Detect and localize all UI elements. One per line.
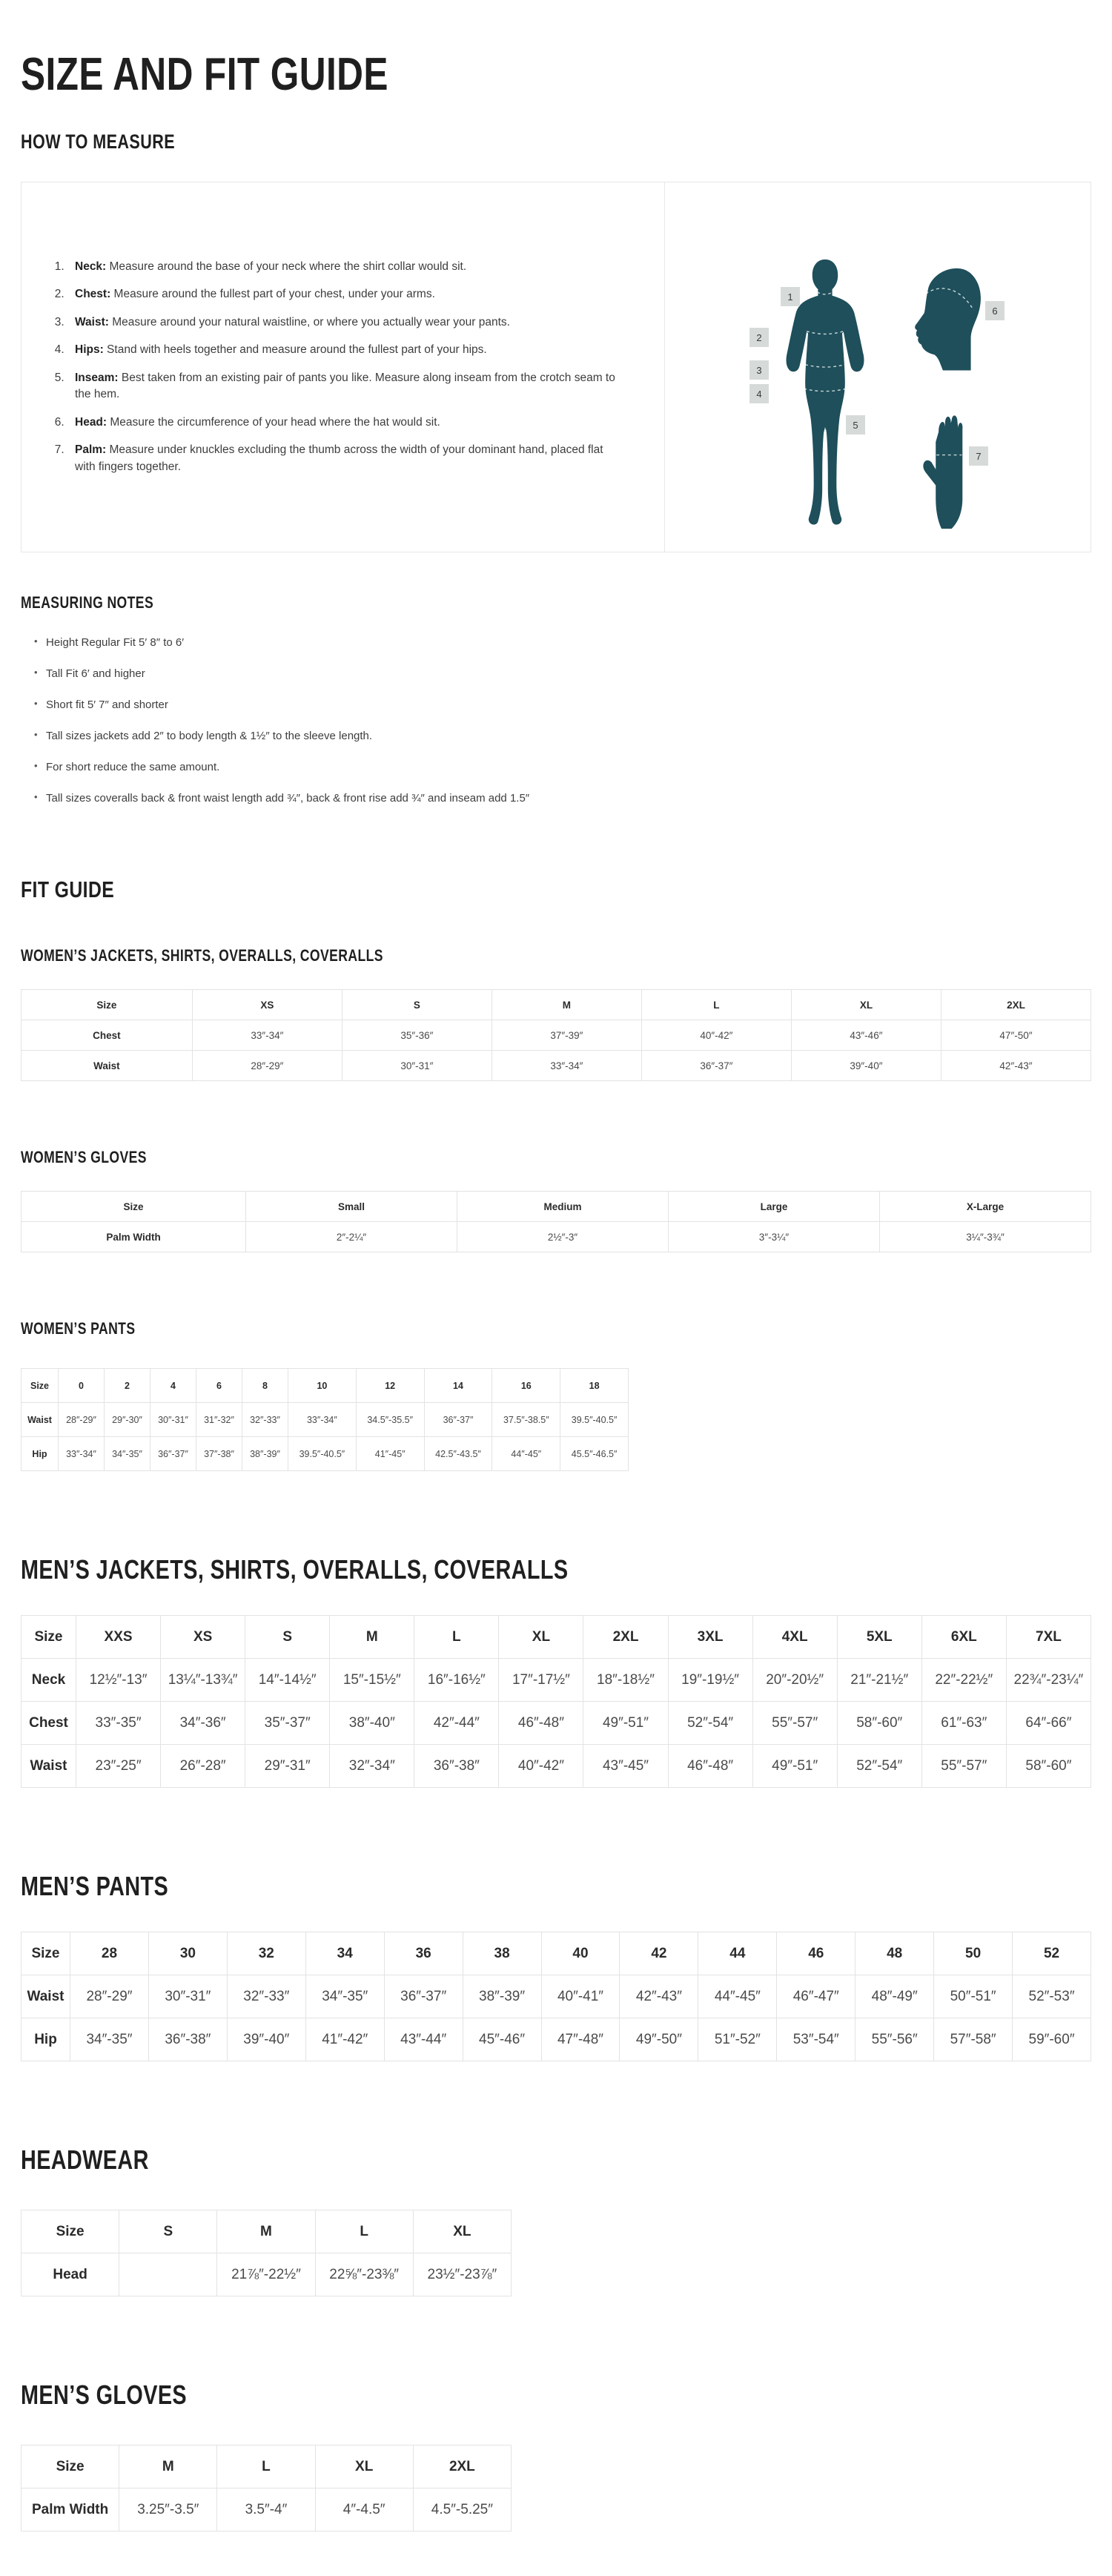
table-cell: 36″-37″: [424, 1403, 492, 1437]
column-header: 2XL: [941, 990, 1091, 1020]
column-header: 2XL: [583, 1616, 668, 1659]
table-cell: 32″-33″: [227, 1975, 305, 2018]
table-row: [21, 1403, 629, 1437]
table-cell: 39″-40″: [227, 2018, 305, 2061]
column-header: 42: [620, 1932, 698, 1975]
table-cell: 46″-48″: [499, 1702, 583, 1745]
column-header: Size: [21, 990, 193, 1020]
table-cell: 15″-15½″: [330, 1659, 414, 1702]
note-item: • Tall Fit 6′ and higher: [46, 666, 1091, 681]
table-cell: 17″-17½″: [499, 1659, 583, 1702]
column-header: XS: [192, 990, 342, 1020]
measure-step: [67, 370, 620, 403]
table-cell: 2½″-3″: [457, 1222, 669, 1252]
column-header: Medium: [457, 1192, 669, 1222]
table-cell: 22⅝″-23⅜″: [315, 2253, 413, 2296]
diagram-label-hips: 4: [749, 384, 769, 403]
table-cell: 42″-44″: [414, 1702, 499, 1745]
note-item: • Short fit 5′ 7″ and shorter: [46, 697, 1091, 713]
diagram-label-inseam: 5: [846, 415, 865, 435]
measure-step-term: Palm:: [75, 443, 107, 457]
table-cell: 52″-54″: [837, 1745, 921, 1788]
table-cell: 40″-42″: [499, 1745, 583, 1788]
measuring-notes-list: [21, 635, 1091, 806]
row-header: Chest: [21, 1702, 76, 1745]
measure-step-term: Hips:: [75, 343, 104, 357]
table-cell: 43″-46″: [791, 1020, 941, 1051]
table-cell: 39″-40″: [791, 1051, 941, 1081]
column-header: 2XL: [413, 2445, 511, 2489]
table-cell: 52″-53″: [1013, 1975, 1091, 2018]
column-header: 12: [356, 1369, 424, 1403]
table-row: [21, 1020, 1091, 1051]
row-header: Palm Width: [21, 1222, 246, 1252]
row-header: Waist: [21, 1051, 193, 1081]
column-header: Size: [21, 1932, 70, 1975]
table-cell: 36″-37″: [150, 1437, 196, 1471]
table-cell: 3″-3¼″: [668, 1222, 879, 1252]
column-header: 5XL: [837, 1616, 921, 1659]
fit-guide-heading: FIT GUIDE: [21, 876, 115, 902]
table-cell: 55″-57″: [921, 1745, 1006, 1788]
column-header: M: [330, 1616, 414, 1659]
table-cell: 38″-40″: [330, 1702, 414, 1745]
measure-step-term: Chest:: [75, 288, 111, 301]
table-cell: 55″-57″: [752, 1702, 837, 1745]
table-cell: 33″-34″: [59, 1437, 105, 1471]
table-cell: 13¼″-13¾″: [161, 1659, 245, 1702]
table-cell: 36″-38″: [148, 2018, 227, 2061]
note-item: • Height Regular Fit 5′ 8″ to 6′: [46, 635, 1091, 650]
table-row: [21, 1437, 629, 1471]
column-header: XL: [499, 1616, 583, 1659]
measure-diagram-panel: [664, 182, 1091, 552]
diagram-label-waist: 3: [749, 360, 769, 380]
table-cell: 4″-4.5″: [315, 2489, 413, 2532]
table-cell: 59″-60″: [1013, 2018, 1091, 2061]
womens-pants-heading: WOMEN’S PANTS: [21, 1319, 136, 1338]
table-cell: 19″-19½″: [668, 1659, 752, 1702]
how-to-measure-panel: [21, 182, 1091, 552]
column-header: L: [315, 2210, 413, 2253]
table-cell: 22¾″-23¼″: [1006, 1659, 1091, 1702]
mens-pants-heading: MEN’S PANTS: [21, 1871, 169, 1901]
table-cell: 3¼″-3¾″: [879, 1222, 1091, 1252]
table-cell: 29″-31″: [245, 1745, 330, 1788]
row-header: Hip: [21, 2018, 70, 2061]
note-item: • For short reduce the same amount.: [46, 759, 1091, 775]
table-cell: 29″-30″: [105, 1403, 150, 1437]
column-header: S: [119, 2210, 217, 2253]
row-header: Hip: [21, 1437, 59, 1471]
column-header: 14: [424, 1369, 492, 1403]
table-cell: 36″-37″: [641, 1051, 791, 1081]
table-row: [21, 1051, 1091, 1081]
table-cell: 49″-50″: [620, 2018, 698, 2061]
column-header: 4XL: [752, 1616, 837, 1659]
table-cell: 45.5″-46.5″: [560, 1437, 629, 1471]
table-cell: 33″-34″: [492, 1051, 641, 1081]
table-row: [21, 1659, 1091, 1702]
headwear-heading: HEADWEAR: [21, 2144, 149, 2175]
column-header: Size: [21, 1192, 246, 1222]
table-cell: 42″-43″: [941, 1051, 1091, 1081]
table-row: [21, 2489, 512, 2532]
column-header: 0: [59, 1369, 105, 1403]
table-cell: 28″-29″: [70, 1975, 149, 2018]
measure-step-term: Waist:: [75, 315, 109, 328]
column-header: Size: [21, 2445, 119, 2489]
table-row: [21, 1975, 1091, 2018]
diagram-label-palm: 7: [969, 446, 988, 466]
table-cell: 34″-36″: [161, 1702, 245, 1745]
table-cell: 41″-42″: [305, 2018, 384, 2061]
mens-jackets-heading: MEN’S JACKETS, SHIRTS, OVERALLS, COVERALLS: [21, 1554, 569, 1585]
table-cell: 42″-43″: [620, 1975, 698, 2018]
table-header-row: [21, 1616, 1091, 1659]
table-row: [21, 2253, 512, 2296]
table-cell: 43″-44″: [384, 2018, 463, 2061]
measure-step: [67, 286, 620, 303]
column-header: 4: [150, 1369, 196, 1403]
column-header: 34: [305, 1932, 384, 1975]
column-header: Size: [21, 2210, 119, 2253]
table-cell: 49″-51″: [752, 1745, 837, 1788]
table-cell: 49″-51″: [583, 1702, 668, 1745]
table-header-row: [21, 1192, 1091, 1222]
table-cell: 33″-35″: [76, 1702, 161, 1745]
mens-gloves-heading: MEN’S GLOVES: [21, 2380, 188, 2410]
table-cell: 32″-34″: [330, 1745, 414, 1788]
table-cell: 37″-38″: [196, 1437, 242, 1471]
table-cell: 20″-20½″: [752, 1659, 837, 1702]
measure-step-text: Measure around the fullest part of your chest, under your arms.: [110, 288, 435, 301]
note-item: • Tall sizes coveralls back & front waist length add ¾″, back & front rise add ¾″ and inseam add 1.5″: [46, 790, 1091, 806]
measure-steps-list: [51, 259, 620, 475]
table-cell: 58″-60″: [837, 1702, 921, 1745]
table-cell: 58″-60″: [1006, 1745, 1091, 1788]
table-cell: 47″-50″: [941, 1020, 1091, 1051]
table-cell: 38″-39″: [463, 1975, 541, 2018]
womens-pants-table: [21, 1368, 629, 1471]
column-header: Large: [668, 1192, 879, 1222]
column-header: L: [414, 1616, 499, 1659]
womens-gloves-heading: WOMEN’S GLOVES: [21, 1148, 147, 1166]
table-cell: [119, 2253, 217, 2296]
table-cell: 57″-58″: [934, 2018, 1013, 2061]
measure-step-term: Neck:: [75, 260, 107, 273]
row-header: Chest: [21, 1020, 193, 1051]
table-cell: 26″-28″: [161, 1745, 245, 1788]
table-cell: 40″-42″: [641, 1020, 791, 1051]
measure-step-text: Measure around the base of your neck where the shirt collar would sit.: [106, 260, 467, 273]
mens-pants-table: [21, 1932, 1091, 2061]
table-header-row: [21, 2445, 512, 2489]
column-header: M: [119, 2445, 217, 2489]
column-header: XL: [413, 2210, 511, 2253]
measure-step-text: Best taken from an existing pair of pants you like. Measure along inseam from the crotch seam to the hem.: [75, 371, 615, 401]
table-cell: 34.5″-35.5″: [356, 1403, 424, 1437]
row-header: Head: [21, 2253, 119, 2296]
table-cell: 61″-63″: [921, 1702, 1006, 1745]
table-cell: 3.5″-4″: [217, 2489, 315, 2532]
table-cell: 34″-35″: [70, 2018, 149, 2061]
column-header: X-Large: [879, 1192, 1091, 1222]
table-header-row: [21, 1932, 1091, 1975]
note-item: • Tall sizes jackets add 2″ to body length & 1½″ to the sleeve length.: [46, 728, 1091, 744]
table-cell: 43″-45″: [583, 1745, 668, 1788]
column-header: 30: [148, 1932, 227, 1975]
table-cell: 37″-39″: [492, 1020, 641, 1051]
table-cell: 33″-34″: [288, 1403, 357, 1437]
table-cell: 32″-33″: [242, 1403, 288, 1437]
column-header: 18: [560, 1369, 629, 1403]
row-header: Palm Width: [21, 2489, 119, 2532]
column-header: L: [641, 990, 791, 1020]
table-cell: 4.5″-5.25″: [413, 2489, 511, 2532]
table-cell: 30″-31″: [342, 1051, 492, 1081]
table-cell: 53″-54″: [777, 2018, 855, 2061]
table-row: [21, 1702, 1091, 1745]
measure-step-text: Stand with heels together and measure around the fullest part of your hips.: [103, 343, 487, 357]
table-cell: 39.5″-40.5″: [560, 1403, 629, 1437]
table-cell: 34″-35″: [105, 1437, 150, 1471]
column-header: L: [217, 2445, 315, 2489]
table-cell: 42.5″-43.5″: [424, 1437, 492, 1471]
column-header: 38: [463, 1932, 541, 1975]
table-cell: 36″-38″: [414, 1745, 499, 1788]
measure-step: [67, 314, 620, 331]
table-cell: 21⅞″-22½″: [217, 2253, 315, 2296]
column-header: 8: [242, 1369, 288, 1403]
column-header: 32: [227, 1932, 305, 1975]
column-header: 48: [855, 1932, 934, 1975]
column-header: Small: [246, 1192, 457, 1222]
table-cell: 46″-47″: [777, 1975, 855, 2018]
row-header: Waist: [21, 1745, 76, 1788]
table-cell: 28″-29″: [192, 1051, 342, 1081]
measure-step: [67, 442, 620, 475]
table-cell: 35″-37″: [245, 1702, 330, 1745]
table-row: [21, 1745, 1091, 1788]
table-cell: 44″-45″: [698, 1975, 777, 2018]
column-header: 6: [196, 1369, 242, 1403]
table-cell: 35″-36″: [342, 1020, 492, 1051]
row-header: Waist: [21, 1975, 70, 2018]
column-header: 10: [288, 1369, 357, 1403]
column-header: 50: [934, 1932, 1013, 1975]
measure-step-term: Inseam:: [75, 371, 119, 384]
table-cell: 23″-25″: [76, 1745, 161, 1788]
table-cell: 33″-34″: [192, 1020, 342, 1051]
column-header: 46: [777, 1932, 855, 1975]
table-cell: 30″-31″: [150, 1403, 196, 1437]
table-cell: 52″-54″: [668, 1702, 752, 1745]
table-cell: 3.25″-3.5″: [119, 2489, 217, 2532]
table-cell: 18″-18½″: [583, 1659, 668, 1702]
column-header: XXS: [76, 1616, 161, 1659]
table-cell: 40″-41″: [541, 1975, 620, 2018]
column-header: 52: [1013, 1932, 1091, 1975]
column-header: 36: [384, 1932, 463, 1975]
table-cell: 36″-37″: [384, 1975, 463, 2018]
table-cell: 55″-56″: [855, 2018, 934, 2061]
table-cell: 16″-16½″: [414, 1659, 499, 1702]
column-header: S: [342, 990, 492, 1020]
table-cell: 2″-2¼″: [246, 1222, 457, 1252]
column-header: Size: [21, 1616, 76, 1659]
table-header-row: [21, 1369, 629, 1403]
table-cell: 23½″-23⅞″: [413, 2253, 511, 2296]
head-profile-icon: [897, 262, 983, 371]
measure-step-text: Measure the circumference of your head where the hat would sit.: [107, 415, 440, 429]
row-header: Neck: [21, 1659, 76, 1702]
table-header-row: [21, 990, 1091, 1020]
how-to-measure-heading: HOW TO MEASURE: [21, 131, 176, 153]
table-cell: 41″-45″: [356, 1437, 424, 1471]
column-header: 40: [541, 1932, 620, 1975]
column-header: 2: [105, 1369, 150, 1403]
column-header: 3XL: [668, 1616, 752, 1659]
measure-step: [67, 415, 620, 431]
table-cell: 44″-45″: [492, 1437, 560, 1471]
womens-gloves-table: [21, 1191, 1091, 1252]
measure-steps-panel: [21, 182, 664, 552]
row-header: Waist: [21, 1403, 59, 1437]
measure-step-text: Measure around your natural waistline, or where you actually wear your pants.: [108, 315, 510, 328]
measure-step-text: Measure under knuckles excluding the thumb across the width of your dominant hand, placed flat with fingers together.: [75, 443, 603, 473]
column-header: Size: [21, 1369, 59, 1403]
diagram-label-chest: 2: [749, 328, 769, 347]
column-header: XL: [315, 2445, 413, 2489]
womens-jackets-heading: WOMEN’S JACKETS, SHIRTS, OVERALLS, COVERALLS: [21, 946, 383, 965]
column-header: S: [245, 1616, 330, 1659]
table-cell: 46″-48″: [668, 1745, 752, 1788]
table-cell: 38″-39″: [242, 1437, 288, 1471]
column-header: 6XL: [921, 1616, 1006, 1659]
diagram-label-head: 6: [985, 301, 1005, 320]
table-cell: 37.5″-38.5″: [492, 1403, 560, 1437]
table-cell: 47″-48″: [541, 2018, 620, 2061]
mens-gloves-table: [21, 2445, 512, 2532]
table-row: [21, 2018, 1091, 2061]
diagram-label-neck: 1: [781, 287, 800, 306]
womens-jackets-table: [21, 989, 1091, 1081]
column-header: M: [217, 2210, 315, 2253]
table-cell: 45″-46″: [463, 2018, 541, 2061]
measure-step: [67, 259, 620, 275]
column-header: 28: [70, 1932, 149, 1975]
table-cell: 34″-35″: [305, 1975, 384, 2018]
table-cell: 51″-52″: [698, 2018, 777, 2061]
table-cell: 28″-29″: [59, 1403, 105, 1437]
table-row: [21, 1222, 1091, 1252]
table-cell: 31″-32″: [196, 1403, 242, 1437]
measuring-notes-heading: MEASURING NOTES: [21, 593, 154, 612]
table-cell: 48″-49″: [855, 1975, 934, 2018]
column-header: 7XL: [1006, 1616, 1091, 1659]
column-header: M: [492, 990, 641, 1020]
measure-step: [67, 342, 620, 358]
column-header: 16: [492, 1369, 560, 1403]
table-header-row: [21, 2210, 512, 2253]
page-title: SIZE AND FIT GUIDE: [21, 49, 388, 100]
column-header: XL: [791, 990, 941, 1020]
column-header: XS: [161, 1616, 245, 1659]
table-cell: 50″-51″: [934, 1975, 1013, 2018]
table-cell: 22″-22½″: [921, 1659, 1006, 1702]
table-cell: 39.5″-40.5″: [288, 1437, 357, 1471]
column-header: 44: [698, 1932, 777, 1975]
mens-jackets-table: [21, 1615, 1091, 1788]
table-cell: 14″-14½″: [245, 1659, 330, 1702]
table-cell: 64″-66″: [1006, 1702, 1091, 1745]
table-cell: 30″-31″: [148, 1975, 227, 2018]
table-cell: 12½″-13″: [76, 1659, 161, 1702]
table-cell: 21″-21½″: [837, 1659, 921, 1702]
measure-step-term: Head:: [75, 415, 107, 429]
hand-icon: [916, 413, 968, 529]
headwear-table: [21, 2210, 512, 2296]
